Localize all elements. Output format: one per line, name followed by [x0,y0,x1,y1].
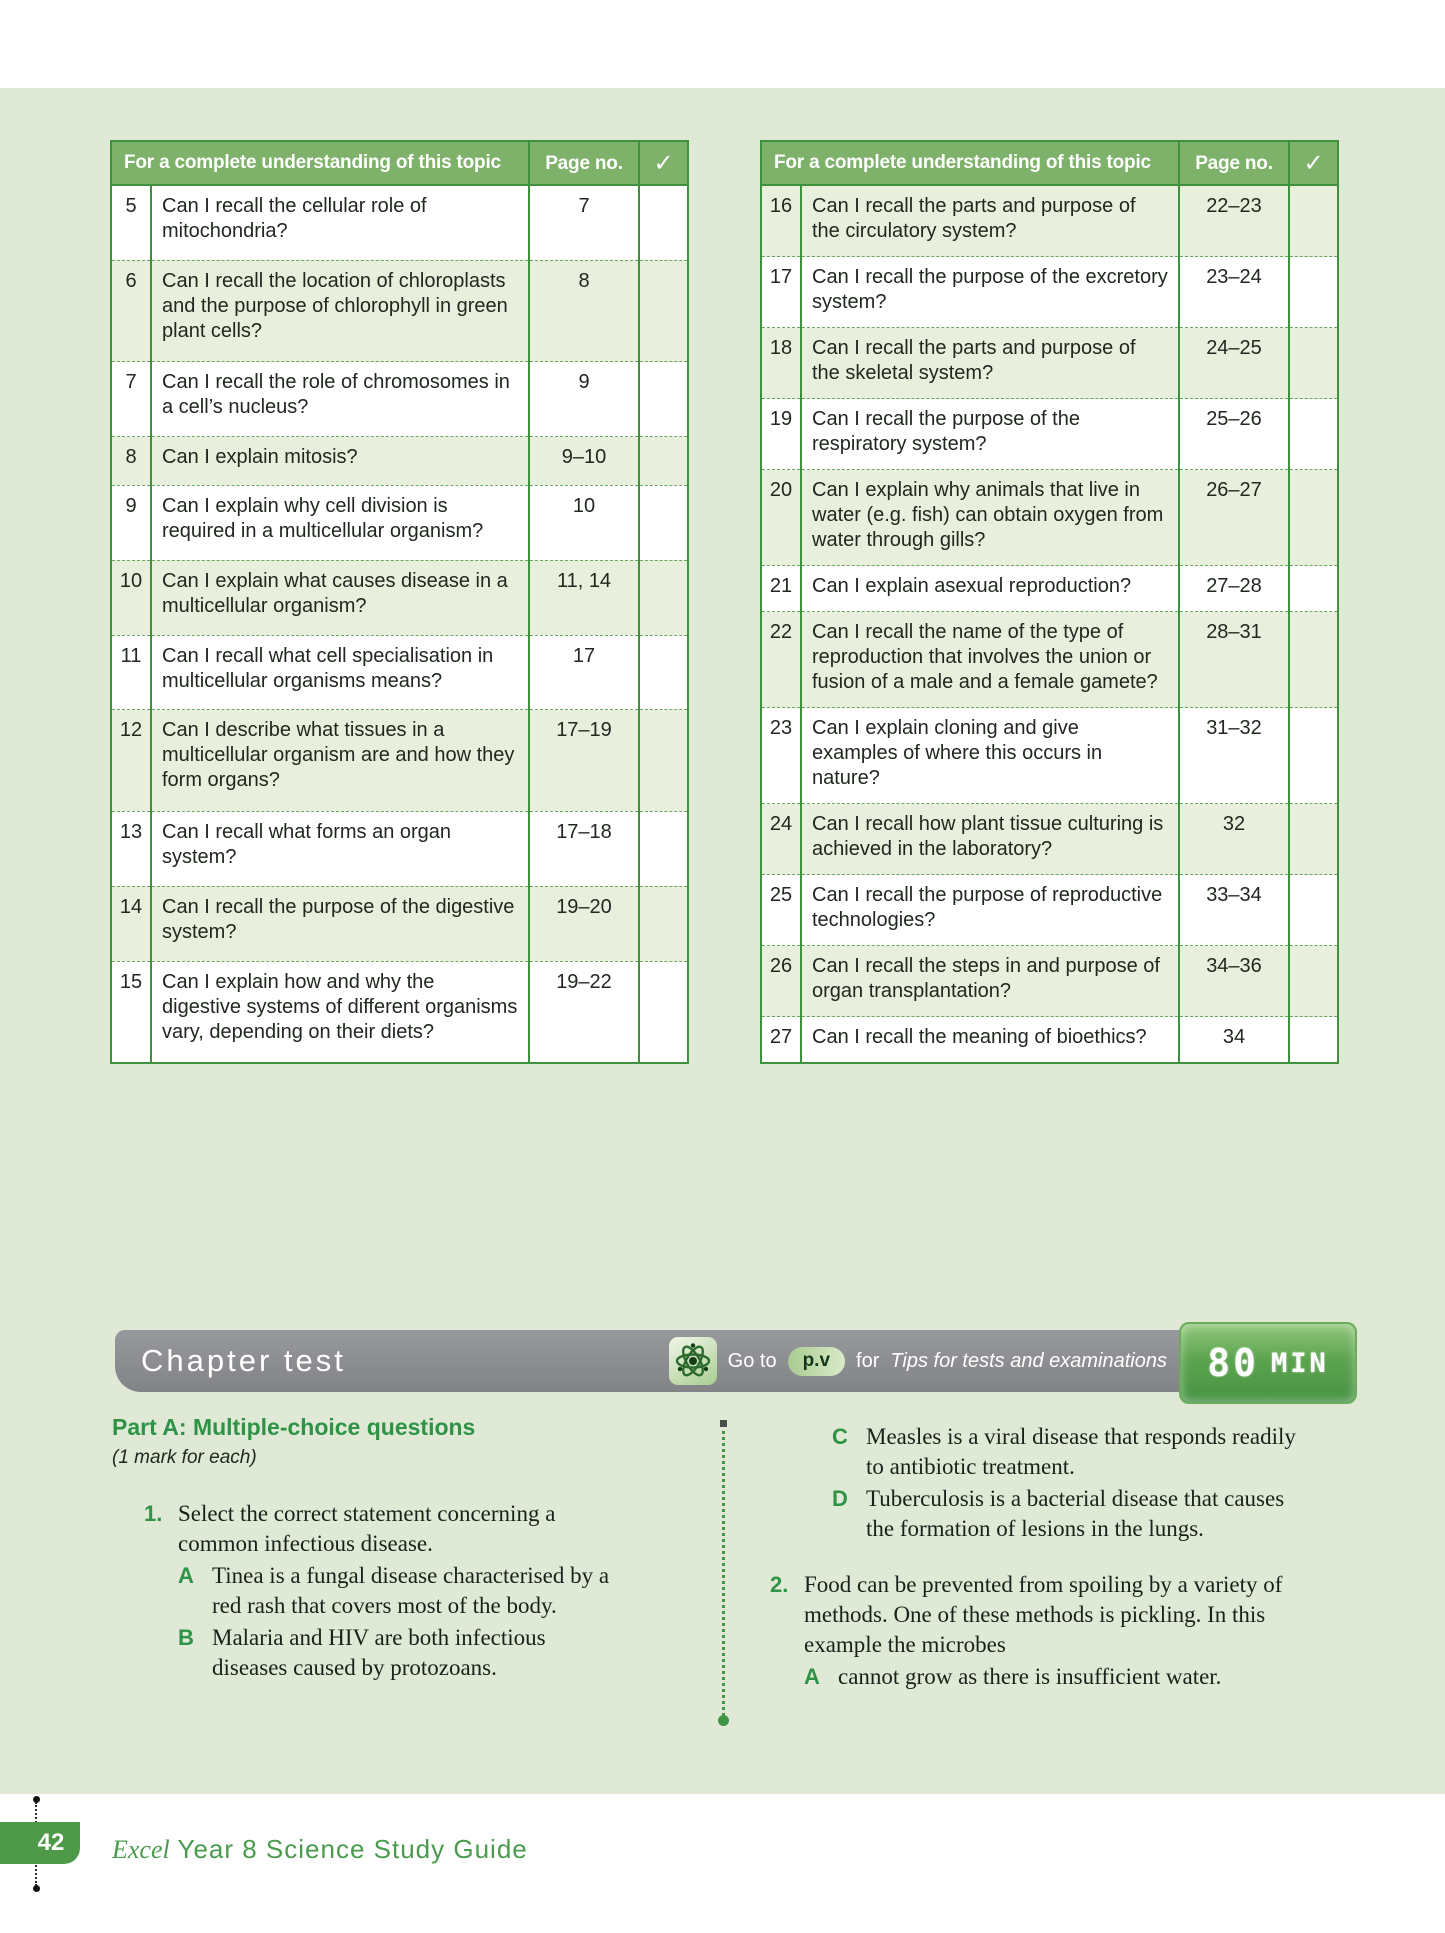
row-pages: 26–27 [1179,470,1289,566]
row-number: 8 [111,437,151,486]
row-check-cell [639,635,688,710]
option-b [178,1623,612,1683]
row-check-cell [639,886,688,961]
row-check-cell [639,485,688,560]
row-check-cell [639,560,688,635]
row-question: Can I explain mitosis? [151,437,529,486]
row-number: 7 [111,362,151,437]
row-number: 17 [761,257,801,328]
table-row [761,875,1338,946]
table-row [761,328,1338,399]
option-letter: A [178,1563,194,1588]
row-pages: 34 [1179,1017,1289,1064]
tips-label: Tips for tests and examinations [890,1349,1167,1372]
table-row [111,437,688,486]
row-number: 25 [761,875,801,946]
atom-icon [669,1337,717,1385]
timer-value: 80 [1207,1341,1259,1385]
row-question: Can I explain cloning and give examples of where this occurs in nature? [801,708,1179,804]
row-pages: 28–31 [1179,612,1289,708]
row-check-cell [639,961,688,1063]
row-check-cell [1289,566,1338,612]
row-check-cell [1289,875,1338,946]
table-row [761,804,1338,875]
row-number: 23 [761,708,801,804]
row-number: 27 [761,1017,801,1064]
chapter-test-title: Chapter test [141,1343,346,1378]
page-number-tab: 42 [0,1822,80,1864]
row-question: Can I recall the location of chloroplasts and the purpose of chlorophyll in green plant cells? [151,260,529,361]
row-question: Can I recall how plant tissue culturing is achieved in the laboratory? [801,804,1179,875]
question-2 [770,1570,1300,1692]
row-pages: 22–23 [1179,185,1289,257]
table-row [111,886,688,961]
row-number: 19 [761,399,801,470]
table-header-page: Page no. [1179,141,1289,185]
row-question: Can I recall the purpose of the digestive system? [151,886,529,961]
row-check-cell [1289,185,1338,257]
row-number: 15 [111,961,151,1063]
row-number: 9 [111,485,151,560]
row-pages: 25–26 [1179,399,1289,470]
row-number: 5 [111,185,151,260]
part-a-left-column [112,1414,612,1693]
row-number: 20 [761,470,801,566]
row-question: Can I explain what causes disease in a multicellular organism? [151,560,529,635]
row-number: 10 [111,560,151,635]
row-question: Can I recall the meaning of bioethics? [801,1017,1179,1064]
row-pages: 7 [529,185,639,260]
chapter-test-banner [115,1330,1355,1392]
marks-note: (1 mark for each) [112,1447,257,1468]
table-row [111,560,688,635]
row-question: Can I explain asexual reproduction? [801,566,1179,612]
row-pages: 19–22 [529,961,639,1063]
option-text: Tinea is a fungal disease characterised by a red rash that covers most of the body. [212,1563,610,1618]
row-question: Can I recall the purpose of reproductive technologies? [801,875,1179,946]
row-check-cell [639,362,688,437]
option-text: Measles is a viral disease that responds readily to antibiotic treatment. [866,1424,1296,1479]
row-question: Can I recall what forms an organ system? [151,811,529,886]
row-check-cell [1289,1017,1338,1064]
row-check-cell [639,437,688,486]
check-icon: ✓ [1289,141,1338,185]
row-pages: 8 [529,260,639,361]
table-row [111,635,688,710]
row-pages: 9 [529,362,639,437]
row-pages: 10 [529,485,639,560]
book-title [112,1834,528,1865]
pv-badge: p.v [788,1347,845,1376]
option-text: cannot grow as there is insufficient water. [838,1664,1222,1689]
row-check-cell [1289,804,1338,875]
row-pages: 32 [1179,804,1289,875]
table-row [761,566,1338,612]
table-row [761,470,1338,566]
table-row [761,612,1338,708]
part-a-heading: Part A: Multiple-choice questions [112,1414,476,1440]
option-a [178,1561,612,1621]
table-row [761,1017,1338,1064]
row-pages: 27–28 [1179,566,1289,612]
row-number: 18 [761,328,801,399]
row-pages: 11, 14 [529,560,639,635]
go-to-label: Go to [727,1349,777,1372]
table-row [111,710,688,811]
table-row [111,485,688,560]
book-title-rest: Year 8 Science Study Guide [169,1834,528,1864]
question-text: Select the correct statement concerning a common infectious disease. [178,1501,556,1556]
go-to-strip [669,1337,1167,1385]
row-number: 16 [761,185,801,257]
row-check-cell [639,710,688,811]
option-letter: A [804,1664,820,1689]
row-question: Can I describe what tissues in a multicellular organism are and how they form organs? [151,710,529,811]
question-number: 1. [144,1501,163,1526]
question-text: Food can be prevented from spoiling by a variety of methods. One of these methods is pickling. In this example the microbes [804,1572,1283,1657]
check-icon: ✓ [639,141,688,185]
row-question: Can I recall the cellular role of mitochondria? [151,185,529,260]
table-row [761,257,1338,328]
table-row [111,260,688,361]
row-pages: 23–24 [1179,257,1289,328]
row-question: Can I recall the purpose of the excretory system? [801,257,1179,328]
option-letter: D [832,1486,848,1511]
column-divider [722,1424,725,1716]
row-check-cell [639,260,688,361]
for-label: for [856,1349,880,1372]
table-row [111,961,688,1063]
table-header-title: For a complete understanding of this topic [761,141,1179,185]
row-check-cell [1289,470,1338,566]
option-c [832,1422,1300,1482]
table-row [761,399,1338,470]
row-number: 14 [111,886,151,961]
row-question: Can I recall the purpose of the respiratory system? [801,399,1179,470]
row-check-cell [639,185,688,260]
row-number: 11 [111,635,151,710]
checklist-tables [110,140,1339,1064]
checklist-table-right [760,140,1339,1064]
row-number: 24 [761,804,801,875]
table-row [111,185,688,260]
row-question: Can I recall the steps in and purpose of organ transplantation? [801,946,1179,1017]
row-question: Can I recall the parts and purpose of the circulatory system? [801,185,1179,257]
option-a [804,1662,1300,1692]
option-text: Malaria and HIV are both infectious diseases caused by protozoans. [212,1625,546,1680]
row-question: Can I recall the name of the type of reproduction that involves the union or fusion of a male and a female gamete? [801,612,1179,708]
row-pages: 19–20 [529,886,639,961]
part-a-right-column [770,1420,1300,1702]
table-row [761,708,1338,804]
row-number: 22 [761,612,801,708]
row-number: 26 [761,946,801,1017]
row-number: 13 [111,811,151,886]
row-number: 12 [111,710,151,811]
row-pages: 17–18 [529,811,639,886]
row-number: 21 [761,566,801,612]
timer-badge [1179,1322,1357,1404]
option-letter: C [832,1424,848,1449]
table-row [111,362,688,437]
table-row [761,185,1338,257]
row-pages: 34–36 [1179,946,1289,1017]
timer-unit: MIN [1270,1347,1329,1379]
question-1 [112,1499,612,1683]
row-pages: 31–32 [1179,708,1289,804]
row-check-cell [1289,612,1338,708]
row-pages: 33–34 [1179,875,1289,946]
row-pages: 17 [529,635,639,710]
table-row [761,946,1338,1017]
row-pages: 9–10 [529,437,639,486]
row-pages: 24–25 [1179,328,1289,399]
table-row [111,811,688,886]
row-check-cell [1289,257,1338,328]
option-d [832,1484,1300,1544]
checklist-table-left [110,140,689,1064]
row-check-cell [639,811,688,886]
row-number: 6 [111,260,151,361]
option-letter: B [178,1625,194,1650]
question-number: 2. [770,1572,789,1597]
row-pages: 17–19 [529,710,639,811]
row-question: Can I recall what cell specialisation in multicellular organisms means? [151,635,529,710]
row-check-cell [1289,708,1338,804]
table-header-title: For a complete understanding of this topic [111,141,529,185]
row-question: Can I explain why cell division is required in a multicellular organism? [151,485,529,560]
row-question: Can I recall the role of chromosomes in a cell’s nucleus? [151,362,529,437]
row-question: Can I explain how and why the digestive systems of different organisms vary, depending on their diets? [151,961,529,1063]
row-question: Can I explain why animals that live in water (e.g. fish) can obtain oxygen from water through gills? [801,470,1179,566]
row-question: Can I recall the parts and purpose of the skeletal system? [801,328,1179,399]
table-header-page: Page no. [529,141,639,185]
row-check-cell [1289,399,1338,470]
book-title-excel: Excel [112,1835,170,1864]
option-text: Tuberculosis is a bacterial disease that causes the formation of lesions in the lungs. [866,1486,1285,1541]
row-check-cell [1289,946,1338,1017]
row-check-cell [1289,328,1338,399]
